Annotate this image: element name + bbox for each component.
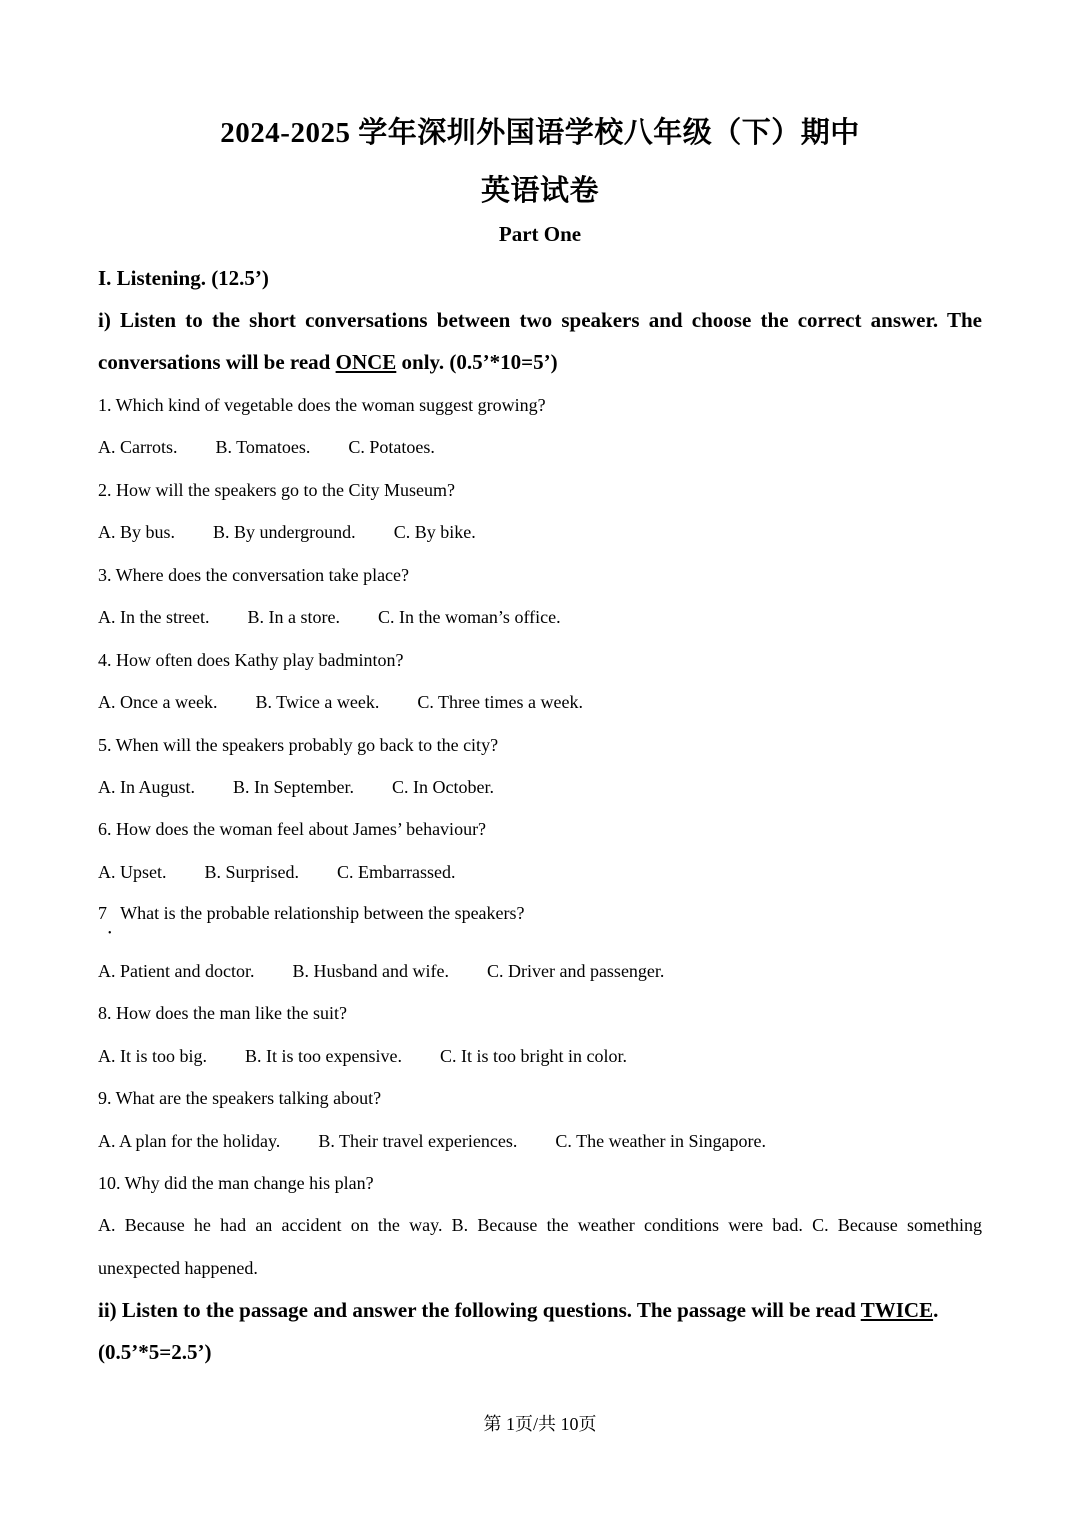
question-text: 7 What is the probable relationship between the speakers? [98,903,525,923]
option: B. Husband and wife. [292,961,449,981]
option: A. Patient and doctor. [98,961,255,981]
question-text: 3. Where does the conversation take place? [98,565,410,585]
option: A. In August. [98,777,196,797]
emphasis-twice: TWICE [860,1298,934,1322]
question-text: 4. How often does Kathy play badminton? [98,650,404,670]
option: B. In September. [233,777,354,797]
question-text: 10. Why did the man change his plan? [98,1173,374,1193]
option: A. Upset. [98,862,167,882]
exam-title: 2024-2025 学年深圳外国语学校八年级（下）期中 [220,117,860,149]
instruction-line: conversations will be read ONCE only. (0.5’*10=5’) [98,350,558,374]
option: C. It is too bright in color. [440,1046,627,1066]
option: B. Twice a week. [255,692,380,712]
option: C. Driver and passenger. [486,961,665,981]
option: C. The weather in Singapore. [555,1131,767,1151]
option: C. By bike. [393,522,476,542]
option: B. By underground. [213,522,356,542]
options-row [98,434,982,460]
question-text: 5. When will the speakers probably go back to the city? [98,735,499,755]
page-number: 第 1页/共 10页 [483,1414,597,1434]
option: A. It is too big. [98,1046,208,1066]
exam-subtitle: 英语试卷 [480,175,599,207]
options-row [98,519,982,545]
option: A. A plan for the holiday. [98,1131,281,1151]
instruction-line: ii) Listen to the passage and answer the following questions. The passage will be read TWICE. [98,1298,939,1322]
options-row [98,958,982,984]
option: A. Once a week. [98,692,218,712]
emphasis-once: ONCE [335,350,397,374]
section-heading: I. Listening. (12.5’) [98,266,269,290]
instruction-line: i) Listen to the short conversations between two speakers and choose the correct answer. The [98,308,982,332]
part-heading: Part One [498,222,582,246]
option: A. In the street. [98,607,210,627]
option: A. Carrots. [98,437,178,457]
option: C. Potatoes. [348,437,435,457]
question-text: 2. How will the speakers go to the City Museum? [98,480,455,500]
options-row: unexpected happened. [98,1258,258,1278]
option: C. Embarrassed. [337,862,456,882]
options-row [98,1043,982,1069]
options-row [98,604,982,630]
option: A. By bus. [98,522,176,542]
instruction-line: (0.5’*5=2.5’) [98,1340,212,1364]
options-row [98,859,982,885]
question-text: 1. Which kind of vegetable does the woman suggest growing? [98,395,546,415]
question-text: 8. How does the man like the suit? [98,1003,347,1023]
option: B. Tomatoes. [215,437,311,457]
options-row [98,1128,982,1154]
options-row [98,689,982,715]
options-row [98,774,982,800]
option: C. Three times a week. [417,692,583,712]
stray-dot: • [108,928,112,939]
question-text: 6. How does the woman feel about James’ behaviour? [98,819,487,839]
question-text: 9. What are the speakers talking about? [98,1088,382,1108]
option: C. In October. [392,777,494,797]
option: B. Their travel experiences. [318,1131,518,1151]
option: B. It is too expensive. [245,1046,402,1066]
option: C. In the woman’s office. [377,607,561,627]
options-row: A. Because he had an accident on the way. B. Because the weather conditions were bad. C. Because something [98,1215,982,1235]
option: B. Surprised. [204,862,299,882]
option: B. In a store. [247,607,340,627]
